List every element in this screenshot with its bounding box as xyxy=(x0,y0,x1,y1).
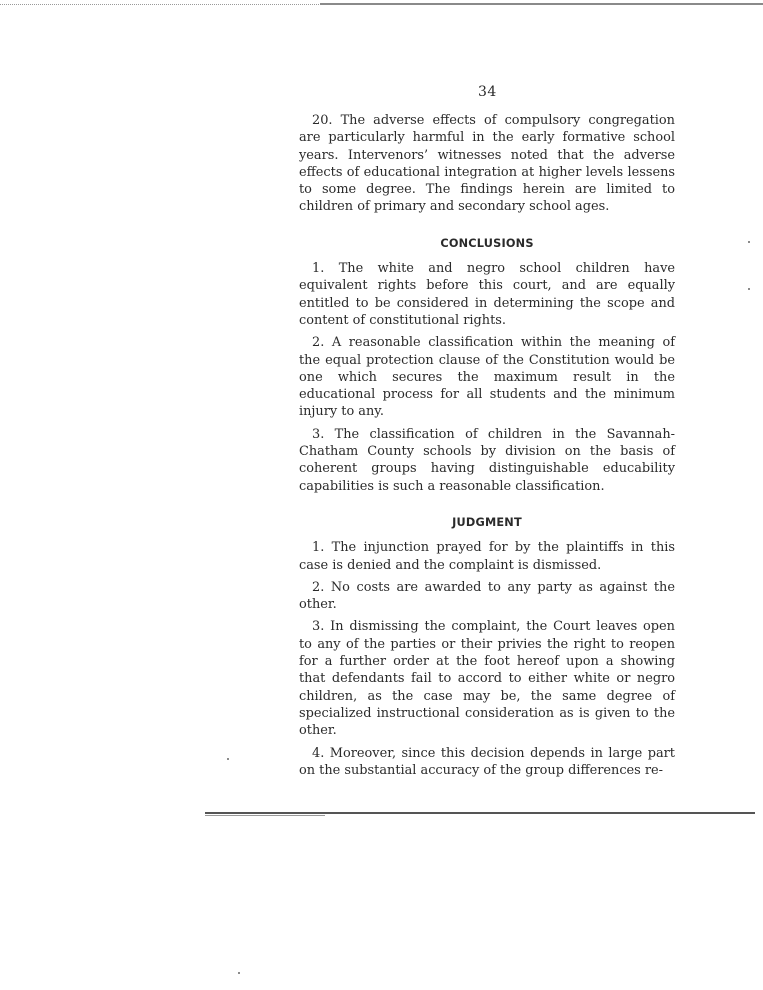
scan-border-bottom xyxy=(205,812,755,814)
page-number: 34 xyxy=(478,84,497,100)
scan-speck xyxy=(748,241,750,243)
scan-speck xyxy=(227,758,229,760)
scan-border-top-solid xyxy=(320,3,763,5)
judgment-paragraph: 4. Moreover, since this decision depends in large part on the substantial accuracy of the group differences re- xyxy=(299,745,675,778)
judgment-paragraph: 2. No costs are awarded to any party as against the other. xyxy=(299,579,675,613)
document-body xyxy=(299,112,675,779)
finding-paragraph-20: 20. The adverse effects of compulsory congregation are particularly harmful in the early formative school years. Intervenors’ witnesses noted that the adverse effects of educational integration at higher levels lessens to some degree. The findings herein are limited to children of primary and secondary school ages. xyxy=(299,113,675,215)
conclusion-paragraph: 1. The white and negro school children have equivalent rights before this court, and are equally entitled to be considered in determining the scope and content of constitutional rights. xyxy=(299,261,675,328)
judgment-heading: JUDGMENT xyxy=(452,515,522,529)
scan-speck xyxy=(238,972,240,974)
judgment-paragraph: 1. The injunction prayed for by the plaintiffs in this case is denied and the complaint is dismissed. xyxy=(299,540,675,573)
conclusion-paragraph: 3. The classification of children in the Savannah-Chatham County schools by division on the basis of coherent groups having distinguishable educability capabilities is such a reasonable classification. xyxy=(299,426,675,494)
scan-border-bottom-secondary xyxy=(205,815,325,816)
conclusion-paragraph: 2. A reasonable classification within the meaning of the equal protection clause of the Constitution would be one which secures the maximum result in the educational process for all students and the minimum injury to any. xyxy=(299,335,675,420)
judgment-paragraph: 3. In dismissing the complaint, the Court leaves open to any of the parties or their privies the right to reopen for a further order at the foot hereof upon a showing that defendants fail to accord to either white or negro children, as the case may be, the same degree of specialized instructional consideration as is given to the other. xyxy=(299,619,675,739)
conclusions-heading: CONCLUSIONS xyxy=(440,236,534,250)
scan-speck xyxy=(748,288,750,290)
